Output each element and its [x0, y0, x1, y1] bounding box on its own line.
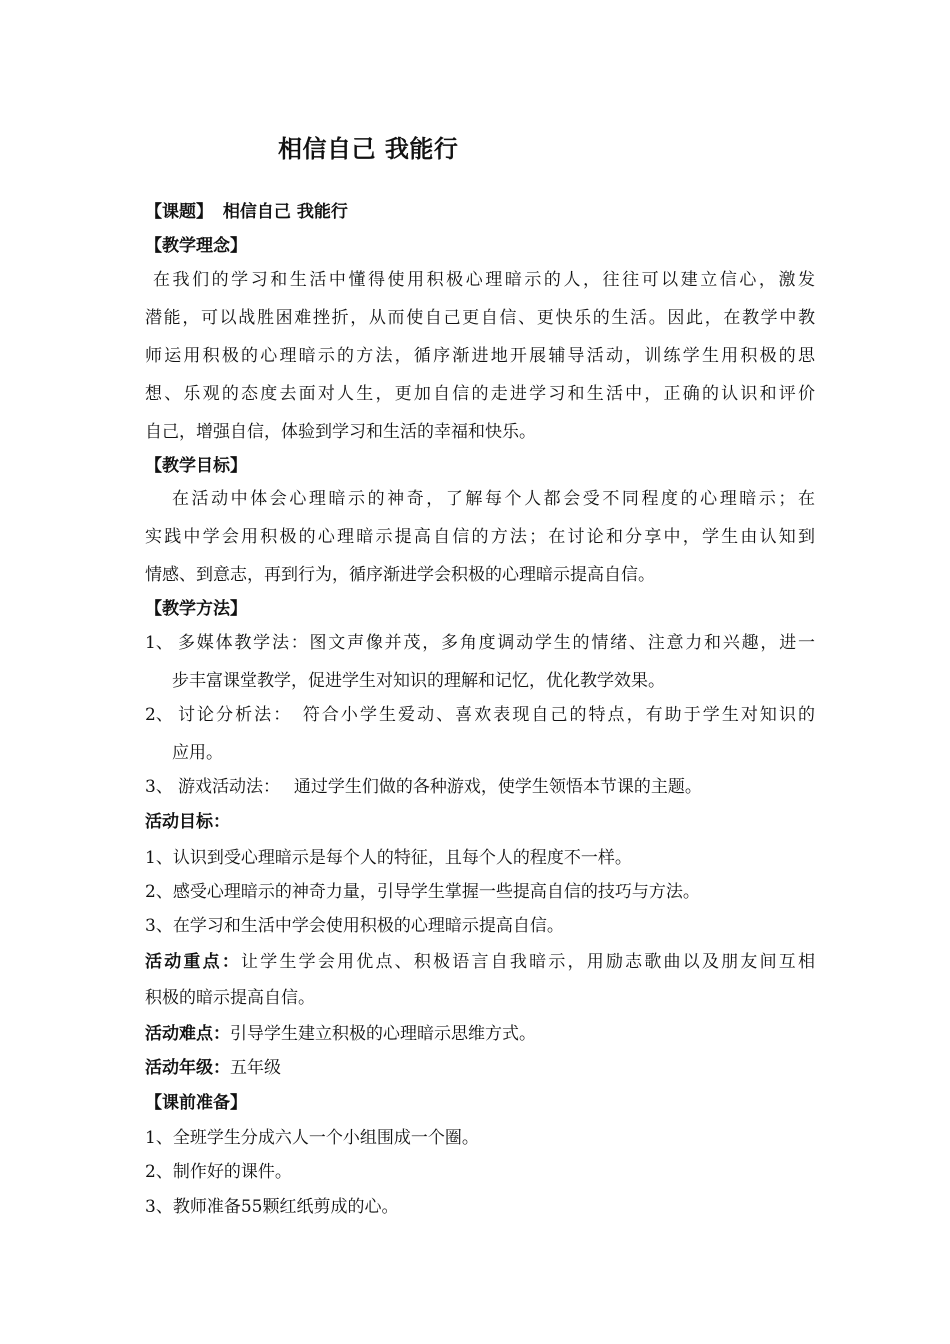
goals-heading: 【教学目标】 [145, 456, 247, 476]
grade-label: 活动年级： [145, 1058, 230, 1078]
goals-line-2: 实践中学会用积极的心理暗示提高自信的方法；在讨论和分享中，学生由认知到 [145, 527, 815, 547]
key-point-line1 [145, 950, 815, 974]
topic-value: 相信自己 我能行 [222, 202, 348, 222]
method-item-2-line1: 讨论分析法： 符合小学生爱动、喜欢表现自己的特点，有助于学生对知识的 [178, 705, 815, 725]
prep-item-2: 2、制作好的课件。 [145, 1162, 292, 1182]
document-title: 相信自己 我能行 [278, 135, 459, 163]
difficulty-label: 活动难点： [145, 1024, 230, 1044]
method-num-1: 1、 [145, 633, 173, 653]
method-item-1-line2: 步丰富课堂教学，促进学生对知识的理解和记忆，优化教学效果。 [172, 671, 665, 691]
topic-line [145, 200, 815, 224]
method-item-1-line1: 多媒体教学法：图文声像并茂，多角度调动学生的情绪、注意力和兴趣，进一 [178, 633, 815, 653]
concept-line-3: 师运用积极的心理暗示的方法，循序渐进地开展辅导活动，训练学生用积极的思 [145, 346, 815, 366]
concept-heading: 【教学理念】 [145, 236, 247, 256]
concept-line-2: 潜能，可以战胜困难挫折，从而使自己更自信、更快乐的生活。因此，在教学中教 [145, 308, 815, 328]
key-point-label: 活动重点： [145, 952, 242, 972]
concept-line-1: 在我们的学习和生活中懂得使用积极心理暗示的人，往往可以建立信心，激发 [153, 270, 815, 290]
difficulty-line [145, 1022, 815, 1046]
topic-label: 【课题】 [145, 202, 213, 222]
key-point-line2: 积极的暗示提高自信。 [145, 988, 315, 1008]
method-num-3: 3、 [145, 777, 173, 797]
concept-line-4: 想、乐观的态度去面对人生，更加自信的走进学习和生活中，正确的认识和评价 [145, 384, 815, 404]
difficulty-value: 引导学生建立积极的心理暗示思维方式。 [230, 1024, 536, 1044]
activity-goal-3: 3、在学习和生活中学会使用积极的心理暗示提高自信。 [145, 916, 564, 936]
methods-heading: 【教学方法】 [145, 599, 247, 619]
grade-value: 五年级 [230, 1058, 281, 1078]
grade-line [145, 1056, 815, 1080]
goals-line-3: 情感、到意志，再到行为，循序渐进学会积极的心理暗示提高自信。 [145, 565, 655, 585]
prep-item-1: 1、全班学生分成六人一个小组围成一个圈。 [145, 1128, 479, 1148]
prep-item-3: 3、教师准备55颗红纸剪成的心。 [145, 1197, 399, 1217]
method-num-2: 2、 [145, 705, 173, 725]
method-item-2-line2: 应用。 [172, 743, 223, 763]
activity-goal-1: 1、认识到受心理暗示是每个人的特征，且每个人的程度不一样。 [145, 848, 632, 868]
concept-line-5: 自己，增强自信，体验到学习和生活的幸福和快乐。 [145, 422, 536, 442]
goals-line-1: 在活动中体会心理暗示的神奇，了解每个人都会受不同程度的心理暗示；在 [172, 489, 815, 509]
prep-heading: 【课前准备】 [145, 1093, 247, 1113]
activity-goals-heading: 活动目标： [145, 812, 230, 832]
method-item-3-line1: 游戏活动法： 通过学生们做的各种游戏，使学生领悟本节课的主题。 [178, 777, 702, 797]
activity-goal-2: 2、感受心理暗示的神奇力量，引导学生掌握一些提高自信的技巧与方法。 [145, 882, 700, 902]
key-point-text-1: 让学生学会用优点、积极语言自我暗示，用励志歌曲以及朋友间互相 [241, 952, 816, 972]
